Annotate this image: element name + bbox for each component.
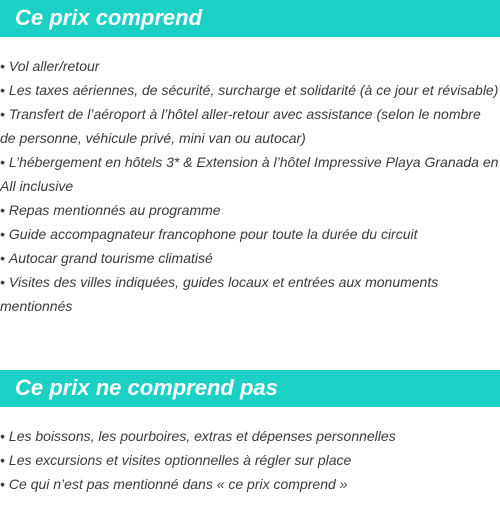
- excluded-item: [0, 472, 500, 496]
- included-item-text: Autocar grand tourisme climatisé: [8, 250, 213, 266]
- bullet-icon: •: [0, 452, 5, 468]
- excluded-section-title: Ce prix ne comprend pas: [0, 370, 500, 407]
- excluded-item: [0, 424, 500, 448]
- excluded-item-text: Ce qui n’est pas mentionné dans « ce prix comprend »: [8, 476, 348, 492]
- bullet-icon: •: [0, 82, 5, 98]
- excluded-item-text: Les boissons, les pourboires, extras et dépenses personnelles: [8, 428, 396, 444]
- included-section-title: Ce prix comprend: [0, 0, 500, 37]
- excluded-list: [0, 424, 500, 496]
- included-item: [0, 246, 500, 270]
- included-item: [0, 198, 500, 222]
- included-item-text: Transfert de l’aéroport à l’hôtel aller-retour avec assistance (selon le nombre de personne, véhicule privé, mini van ou autocar): [0, 106, 481, 146]
- bullet-icon: •: [0, 106, 5, 122]
- bullet-icon: •: [0, 202, 5, 218]
- included-item-text: Vol aller/retour: [8, 58, 100, 74]
- bullet-icon: •: [0, 476, 5, 492]
- included-item: [0, 150, 500, 198]
- included-item-text: Visites des villes indiquées, guides locaux et entrées aux monuments mentionnés: [0, 274, 439, 314]
- included-item-text: Les taxes aériennes, de sécurité, surcharge et solidarité (à ce jour et révisable): [8, 82, 499, 98]
- bullet-icon: •: [0, 274, 5, 290]
- included-item: [0, 78, 500, 102]
- bullet-icon: •: [0, 250, 5, 266]
- excluded-item: [0, 448, 500, 472]
- included-item-text: Guide accompagnateur francophone pour toute la durée du circuit: [8, 226, 418, 242]
- included-item-text: L’hébergement en hôtels 3* & Extension à l’hôtel Impressive Playa Granada en All inclusive: [0, 154, 499, 194]
- bullet-icon: •: [0, 226, 5, 242]
- included-item: [0, 102, 500, 150]
- included-item: [0, 222, 500, 246]
- excluded-item-text: Les excursions et visites optionnelles à régler sur place: [8, 452, 352, 468]
- included-item-text: Repas mentionnés au programme: [8, 202, 221, 218]
- bullet-icon: •: [0, 58, 5, 74]
- included-item: [0, 270, 500, 318]
- bullet-icon: •: [0, 428, 5, 444]
- bullet-icon: •: [0, 154, 5, 170]
- included-item: [0, 54, 500, 78]
- included-list: [0, 54, 500, 318]
